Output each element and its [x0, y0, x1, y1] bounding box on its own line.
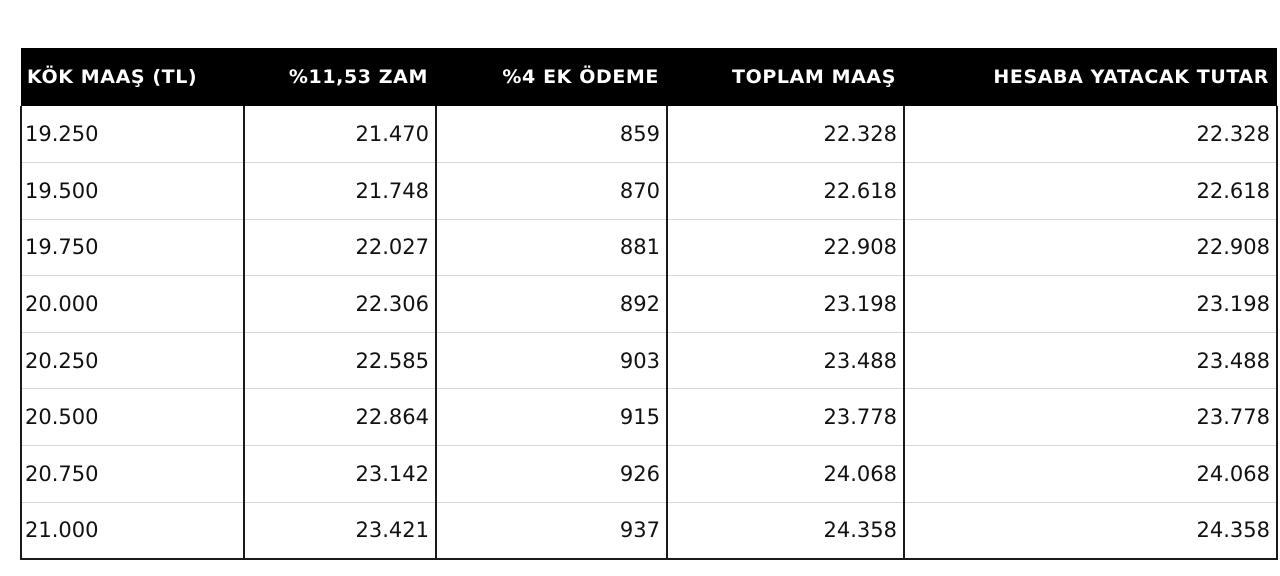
header-total-salary: TOPLAM MAAŞ: [732, 66, 896, 88]
table-row: [21, 219, 1277, 276]
cell-total-salary: 24.068: [667, 446, 904, 503]
cell-total-salary: 22.908: [667, 219, 904, 276]
cell-deposit-amount: 23.778: [904, 389, 1277, 446]
cell-deposit-amount: 24.068: [904, 446, 1277, 503]
cell-extra-payment: 892: [436, 276, 667, 333]
cell-deposit-amount: 24.358: [904, 502, 1277, 559]
cell-total-salary: 23.198: [667, 276, 904, 333]
cell-base-salary: 19.500: [21, 163, 244, 220]
cell-deposit-amount: 22.618: [904, 163, 1277, 220]
salary-table: [20, 48, 1278, 560]
cell-total-salary: 23.778: [667, 389, 904, 446]
table-row: [21, 106, 1277, 163]
cell-raise: 23.421: [244, 502, 436, 559]
cell-extra-payment: 870: [436, 163, 667, 220]
table-row: [21, 389, 1277, 446]
cell-extra-payment: 903: [436, 332, 667, 389]
table-row: [21, 163, 1277, 220]
cell-base-salary: 20.250: [21, 332, 244, 389]
cell-deposit-amount: 23.198: [904, 276, 1277, 333]
cell-raise: 22.027: [244, 219, 436, 276]
cell-raise: 21.470: [244, 106, 436, 163]
cell-extra-payment: 881: [436, 219, 667, 276]
header-deposit-amount: HESABA YATACAK TUTAR: [993, 66, 1269, 88]
cell-base-salary: 21.000: [21, 502, 244, 559]
cell-raise: 22.306: [244, 276, 436, 333]
header-base-salary: KÖK MAAŞ (TL): [27, 66, 198, 88]
table-row: [21, 446, 1277, 503]
cell-total-salary: 23.488: [667, 332, 904, 389]
cell-deposit-amount: 23.488: [904, 332, 1277, 389]
cell-extra-payment: 915: [436, 389, 667, 446]
table-row: [21, 502, 1277, 559]
cell-total-salary: 22.328: [667, 106, 904, 163]
header-extra-payment: %4 EK ÖDEME: [502, 66, 659, 88]
cell-extra-payment: 859: [436, 106, 667, 163]
cell-extra-payment: 937: [436, 502, 667, 559]
cell-raise: 21.748: [244, 163, 436, 220]
cell-total-salary: 22.618: [667, 163, 904, 220]
table-row: [21, 276, 1277, 333]
cell-base-salary: 19.250: [21, 106, 244, 163]
cell-base-salary: 20.500: [21, 389, 244, 446]
table-header-row: [21, 48, 1277, 106]
table-row: [21, 332, 1277, 389]
cell-total-salary: 24.358: [667, 502, 904, 559]
cell-raise: 23.142: [244, 446, 436, 503]
cell-base-salary: 20.000: [21, 276, 244, 333]
cell-deposit-amount: 22.908: [904, 219, 1277, 276]
header-raise: %11,53 ZAM: [288, 66, 428, 88]
cell-base-salary: 19.750: [21, 219, 244, 276]
cell-extra-payment: 926: [436, 446, 667, 503]
cell-raise: 22.864: [244, 389, 436, 446]
cell-deposit-amount: 22.328: [904, 106, 1277, 163]
cell-raise: 22.585: [244, 332, 436, 389]
cell-base-salary: 20.750: [21, 446, 244, 503]
